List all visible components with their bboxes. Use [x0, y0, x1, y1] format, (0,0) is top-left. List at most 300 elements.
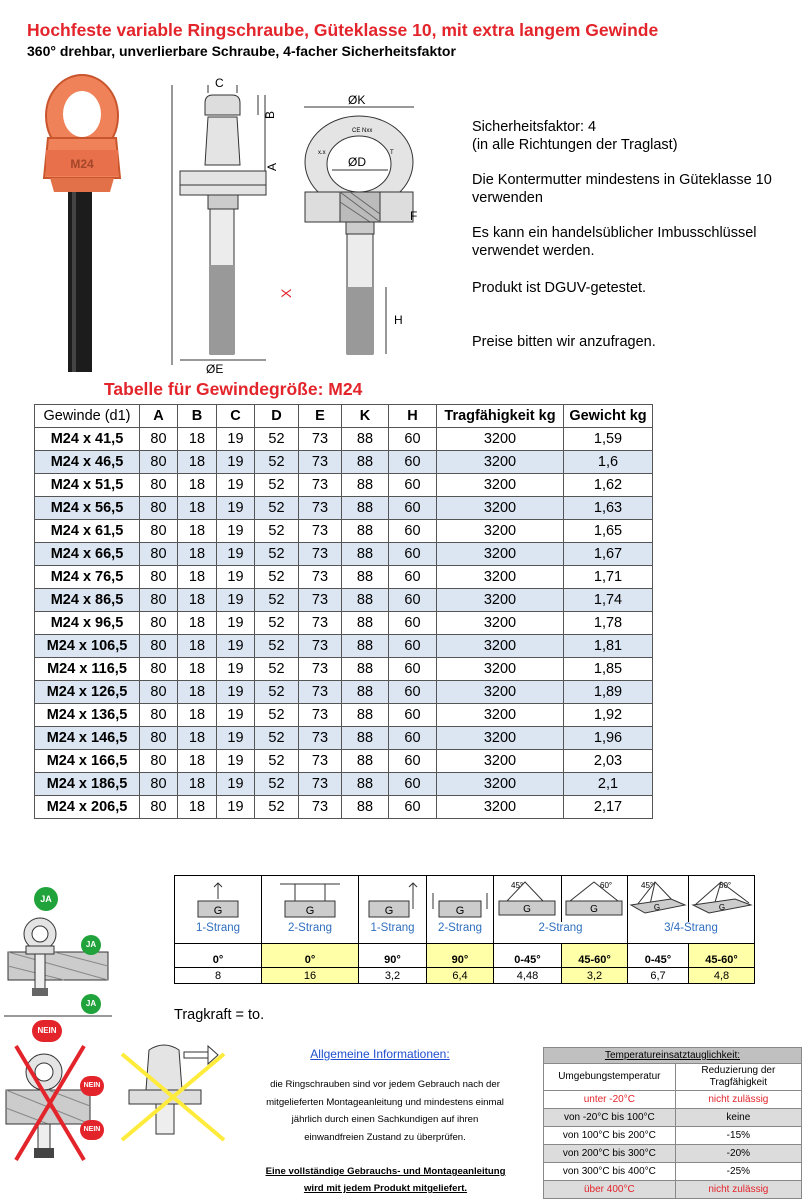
strand-label: 1-Strang: [175, 922, 262, 944]
info-footer-line: Eine vollständige Gebrauchs- und Montageanleitung: [265, 1166, 506, 1177]
eyebolt-top-mark: CE Nxx: [352, 128, 373, 134]
badge-ja: JA: [34, 887, 58, 911]
table-cell: 18: [178, 543, 217, 566]
table-cell: 73: [299, 750, 342, 773]
table-cell: 1,71: [564, 566, 653, 589]
table-cell: 52: [255, 773, 299, 796]
table-cell: 73: [299, 543, 342, 566]
table-cell: 19: [217, 451, 255, 474]
table-cell: 1,74: [564, 589, 653, 612]
header-cell: Gewicht kg: [564, 405, 653, 428]
table-cell: 80: [140, 750, 178, 773]
thread-size-cell: M24 x 136,5: [35, 704, 140, 727]
eyebolt-size-mark: M24: [70, 157, 94, 171]
temperature-range-cell: unter -20°C: [544, 1091, 676, 1109]
table-cell: 19: [217, 520, 255, 543]
table-cell: 88: [342, 612, 389, 635]
table-cell: 1,81: [564, 635, 653, 658]
eyebolt-lot-mark: T: [390, 150, 394, 156]
table-cell: 60: [389, 451, 437, 474]
table-cell: 19: [217, 428, 255, 451]
table-cell: 88: [342, 589, 389, 612]
page-title: Hochfeste variable Ringschraube, Güteklasse 10, mit extra langem Gewinde: [27, 20, 659, 40]
table-cell: 3200: [437, 589, 564, 612]
table-cell: 80: [140, 474, 178, 497]
thread-size-cell: M24 x 41,5: [35, 428, 140, 451]
table-cell: 18: [178, 681, 217, 704]
table-cell: 18: [178, 428, 217, 451]
table-cell: 19: [217, 704, 255, 727]
table-cell: 73: [299, 704, 342, 727]
table-cell: 73: [299, 681, 342, 704]
thread-size-cell: M24 x 51,5: [35, 474, 140, 497]
table-cell: 1,85: [564, 658, 653, 681]
reduction-cell: -15%: [675, 1127, 801, 1145]
load-icon-1-strand-straight: [175, 876, 262, 923]
table-cell: 3200: [437, 497, 564, 520]
table-cell: 1,65: [564, 520, 653, 543]
table-cell: 88: [342, 658, 389, 681]
table-cell: 3200: [437, 566, 564, 589]
temperature-table: [543, 1047, 802, 1199]
table-cell: 18: [178, 520, 217, 543]
table-cell: 80: [140, 543, 178, 566]
thread-size-cell: M24 x 96,5: [35, 612, 140, 635]
table-cell: 18: [178, 750, 217, 773]
table-cell: 80: [140, 773, 178, 796]
load-icon-3-4-strand-45: [628, 876, 689, 923]
load-value-cell: 3,2: [359, 968, 427, 984]
table-cell: 73: [299, 520, 342, 543]
load-table: [174, 875, 755, 984]
table-row: [35, 681, 653, 704]
angle-cell: 0-45°: [628, 944, 689, 968]
badge-nein: NEIN: [80, 1120, 104, 1140]
load-value-cell: 4,48: [494, 968, 562, 984]
temperature-range-cell: über 400°C: [544, 1181, 676, 1199]
strand-label: 3/4-Strang: [628, 922, 755, 944]
table-cell: 80: [140, 589, 178, 612]
table-cell: 88: [342, 750, 389, 773]
table-cell: 60: [389, 658, 437, 681]
table-cell: 60: [389, 796, 437, 819]
table-cell: 60: [389, 428, 437, 451]
load-value-cell: 3,2: [562, 968, 628, 984]
table-cell: 88: [342, 451, 389, 474]
table-cell: 18: [178, 796, 217, 819]
temperature-range-cell: von 100°C bis 200°C: [544, 1127, 676, 1145]
table-cell: 73: [299, 658, 342, 681]
table-row: [35, 658, 653, 681]
label-e: ØE: [206, 362, 224, 376]
angle-cell: 90°: [427, 944, 494, 968]
svg-text:G: G: [522, 904, 531, 915]
eyebolt-photo: [24, 68, 124, 388]
table-cell: 18: [178, 589, 217, 612]
temperature-row: [544, 1127, 802, 1145]
thread-size-cell: M24 x 166,5: [35, 750, 140, 773]
load-icon-2-strand-60: [562, 876, 628, 923]
table-cell: 19: [217, 497, 255, 520]
table-cell: 1,59: [564, 428, 653, 451]
table-cell: 3200: [437, 750, 564, 773]
table-cell: 80: [140, 796, 178, 819]
table-row: [35, 474, 653, 497]
header-cell: H: [389, 405, 437, 428]
table-cell: 60: [389, 750, 437, 773]
table-cell: 60: [389, 773, 437, 796]
table-row: [35, 451, 653, 474]
table-row: [35, 727, 653, 750]
table-cell: 52: [255, 428, 299, 451]
table-cell: 88: [342, 704, 389, 727]
table-cell: 73: [299, 451, 342, 474]
table-cell: 88: [342, 474, 389, 497]
table-cell: 3200: [437, 543, 564, 566]
table-cell: 80: [140, 727, 178, 750]
table-cell: 60: [389, 474, 437, 497]
table-cell: 60: [389, 520, 437, 543]
reduction-col-header: Reduzierung der Tragfähigkeit: [675, 1064, 801, 1091]
table-cell: 73: [299, 727, 342, 750]
table-row: [35, 704, 653, 727]
reduction-cell: nicht zulässig: [675, 1181, 801, 1199]
angle-cell: 0°: [262, 944, 359, 968]
table-cell: 52: [255, 520, 299, 543]
thread-size-cell: M24 x 126,5: [35, 681, 140, 704]
info-title: Allgemeine Informationen:: [310, 1047, 450, 1061]
label-c: C: [215, 76, 224, 90]
thread-size-cell: M24 x 56,5: [35, 497, 140, 520]
table-cell: 80: [140, 497, 178, 520]
table-cell: 73: [299, 773, 342, 796]
table-cell: 60: [389, 704, 437, 727]
strand-label: 2-Strang: [262, 922, 359, 944]
table-cell: 19: [217, 796, 255, 819]
table-cell: 60: [389, 589, 437, 612]
table-cell: 1,62: [564, 474, 653, 497]
thread-size-cell: M24 x 146,5: [35, 727, 140, 750]
table-row: [35, 543, 653, 566]
svg-text:G: G: [305, 905, 315, 917]
table-cell: 80: [140, 612, 178, 635]
table-cell: 52: [255, 543, 299, 566]
reduction-cell: -25%: [675, 1163, 801, 1181]
thread-size-cell: M24 x 206,5: [35, 796, 140, 819]
table-cell: 52: [255, 796, 299, 819]
temperature-title: Temperatureinsatztauglichkeit:: [544, 1048, 802, 1064]
table-cell: 3200: [437, 635, 564, 658]
note-locknut: Die Kontermutter mindestens in Güteklasse 10 verwenden: [472, 172, 772, 206]
table-cell: 60: [389, 681, 437, 704]
table-cell: 18: [178, 497, 217, 520]
table-cell: 52: [255, 474, 299, 497]
load-value-cell: 4,8: [689, 968, 755, 984]
svg-text:G: G: [718, 903, 725, 912]
usage-wrong-illustration: [4, 1030, 239, 1195]
table-cell: 2,17: [564, 796, 653, 819]
table-cell: 73: [299, 428, 342, 451]
table-cell: 88: [342, 681, 389, 704]
header-cell: E: [299, 405, 342, 428]
table-cell: 52: [255, 704, 299, 727]
svg-text:45°: 45°: [510, 881, 523, 890]
side-view-drawing: [160, 75, 294, 376]
table-cell: 19: [217, 474, 255, 497]
header-cell: K: [342, 405, 389, 428]
load-value-cell: 6,4: [427, 968, 494, 984]
table-row: [35, 566, 653, 589]
info-footer-line: wird mit jedem Produkt mitgeliefert.: [303, 1183, 468, 1194]
table-cell: 52: [255, 750, 299, 773]
svg-text:60°: 60°: [718, 881, 731, 890]
strand-label: 1-Strang: [359, 922, 427, 944]
tragkraft-note: Tragkraft = to.: [174, 1007, 265, 1023]
front-view-drawing: [290, 92, 430, 367]
table-cell: 3200: [437, 658, 564, 681]
label-b: B: [263, 110, 277, 119]
table-cell: 18: [178, 773, 217, 796]
table-cell: 3200: [437, 727, 564, 750]
thread-size-cell: M24 x 86,5: [35, 589, 140, 612]
table-cell: 52: [255, 497, 299, 520]
angle-cell: 45-60°: [562, 944, 628, 968]
table-row: [35, 773, 653, 796]
table-cell: 1,67: [564, 543, 653, 566]
table-cell: 73: [299, 612, 342, 635]
table-cell: 3200: [437, 773, 564, 796]
temperature-row: [544, 1163, 802, 1181]
info-body: [240, 1076, 530, 1146]
table-cell: 60: [389, 497, 437, 520]
thread-size-cell: M24 x 76,5: [35, 566, 140, 589]
reduction-cell: keine: [675, 1109, 801, 1127]
table-cell: 19: [217, 612, 255, 635]
load-icon-2-strand-45: [494, 876, 562, 923]
table-cell: 88: [342, 727, 389, 750]
table-cell: 73: [299, 497, 342, 520]
table-cell: 2,1: [564, 773, 653, 796]
strand-label: 2-Strang: [494, 922, 628, 944]
table-row: [35, 589, 653, 612]
table-cell: 18: [178, 727, 217, 750]
table-cell: 3200: [437, 612, 564, 635]
table-cell: 80: [140, 566, 178, 589]
svg-text:60°: 60°: [599, 881, 612, 890]
load-value-cell: 16: [262, 968, 359, 984]
table-cell: 80: [140, 428, 178, 451]
note-allen-key: Es kann ein handelsüblicher Imbusschlüssel verwendet werden.: [472, 225, 757, 259]
header-cell: Tragfähigkeit kg: [437, 405, 564, 428]
load-icon-2-strand-side: [427, 876, 494, 923]
table-cell: 18: [178, 658, 217, 681]
table-cell: 60: [389, 612, 437, 635]
table-row: [35, 428, 653, 451]
table-cell: 1,96: [564, 727, 653, 750]
table-cell: 60: [389, 566, 437, 589]
table-cell: 3200: [437, 451, 564, 474]
table-cell: 1,92: [564, 704, 653, 727]
svg-text:G: G: [213, 905, 223, 917]
load-icon-3-4-strand-60: [689, 876, 755, 923]
badge-ja: JA: [81, 994, 101, 1014]
load-icon-1-strand-side: [359, 876, 427, 923]
table-cell: 52: [255, 566, 299, 589]
info-line: mitgelieferten Montageanleitung und mindestens einmal: [266, 1096, 504, 1108]
temperature-col-header: Umgebungstemperatur: [544, 1064, 676, 1091]
table-cell: 88: [342, 635, 389, 658]
table-cell: 1,78: [564, 612, 653, 635]
info-footer: [238, 1163, 533, 1197]
table-cell: 19: [217, 750, 255, 773]
table-cell: 3200: [437, 681, 564, 704]
load-value-cell: 6,7: [628, 968, 689, 984]
table-cell: 88: [342, 497, 389, 520]
table-cell: 3200: [437, 474, 564, 497]
table-cell: 88: [342, 428, 389, 451]
thread-size-cell: M24 x 106,5: [35, 635, 140, 658]
svg-text:G: G: [653, 903, 661, 912]
table-cell: 80: [140, 704, 178, 727]
table-cell: 19: [217, 543, 255, 566]
temperature-range-cell: von 300°C bis 400°C: [544, 1163, 676, 1181]
thread-size-cell: M24 x 66,5: [35, 543, 140, 566]
note-safety-factor: Sicherheitsfaktor: 4 (in alle Richtungen der Traglast): [472, 119, 678, 153]
table-row: [35, 635, 653, 658]
table-cell: 2,03: [564, 750, 653, 773]
table-cell: 88: [342, 520, 389, 543]
table-cell: 3200: [437, 796, 564, 819]
angle-cell: 0°: [175, 944, 262, 968]
table-cell: 19: [217, 658, 255, 681]
table-cell: 1,63: [564, 497, 653, 520]
thread-size-cell: M24 x 61,5: [35, 520, 140, 543]
table-cell: 88: [342, 566, 389, 589]
load-value-cell: 8: [175, 968, 262, 984]
table-cell: 18: [178, 612, 217, 635]
table-cell: 19: [217, 681, 255, 704]
label-a: A: [265, 162, 279, 171]
header-cell: D: [255, 405, 299, 428]
table-cell: 3200: [437, 520, 564, 543]
badge-ja: JA: [81, 935, 101, 955]
note-dguv: Produkt ist DGUV-getestet.: [472, 280, 647, 296]
table-cell: 1,89: [564, 681, 653, 704]
label-f: F: [410, 209, 418, 223]
label-h: H: [394, 313, 403, 327]
label-x: X: [278, 288, 294, 298]
svg-text:G: G: [589, 904, 598, 915]
table-heading: Tabelle für Gewindegröße: M24: [104, 379, 363, 399]
table-row: [35, 612, 653, 635]
table-cell: 18: [178, 635, 217, 658]
temperature-range-cell: von 200°C bis 300°C: [544, 1145, 676, 1163]
thread-size-cell: M24 x 186,5: [35, 773, 140, 796]
angle-cell: 0-45°: [494, 944, 562, 968]
table-row: [35, 750, 653, 773]
table-cell: 88: [342, 796, 389, 819]
table-cell: 52: [255, 727, 299, 750]
load-icon-2-strand-straight: [262, 876, 359, 923]
table-cell: 18: [178, 704, 217, 727]
table-cell: 52: [255, 589, 299, 612]
svg-text:G: G: [384, 905, 393, 917]
temperature-row: [544, 1091, 802, 1109]
reduction-cell: nicht zulässig: [675, 1091, 801, 1109]
table-cell: 19: [217, 566, 255, 589]
header-cell: A: [140, 405, 178, 428]
angle-cell: 45-60°: [689, 944, 755, 968]
svg-text:G: G: [455, 905, 465, 917]
table-row: [35, 796, 653, 819]
info-line: einwandfreien Zustand zu überprüfen.: [304, 1131, 466, 1143]
table-cell: 52: [255, 681, 299, 704]
table-cell: 80: [140, 520, 178, 543]
table-cell: 18: [178, 474, 217, 497]
table-cell: 80: [140, 451, 178, 474]
table-cell: 60: [389, 727, 437, 750]
page-subtitle: 360° drehbar, unverlierbare Schraube, 4-facher Sicherheitsfaktor: [27, 43, 456, 59]
table-cell: 73: [299, 474, 342, 497]
badge-nein: NEIN: [80, 1076, 104, 1096]
table-cell: 3200: [437, 428, 564, 451]
label-k: ØK: [348, 93, 366, 107]
thread-size-cell: M24 x 46,5: [35, 451, 140, 474]
table-cell: 18: [178, 451, 217, 474]
note-prices: Preise bitten wir anzufragen.: [472, 334, 656, 350]
header-cell: Gewinde (d1): [35, 405, 140, 428]
svg-text:45°: 45°: [641, 881, 654, 890]
table-cell: 52: [255, 635, 299, 658]
header-cell: C: [217, 405, 255, 428]
table-cell: 52: [255, 451, 299, 474]
table-cell: 1,6: [564, 451, 653, 474]
header-cell: B: [178, 405, 217, 428]
table-cell: 88: [342, 773, 389, 796]
table-row: [35, 520, 653, 543]
table-cell: 19: [217, 589, 255, 612]
table-cell: 18: [178, 566, 217, 589]
table-cell: 3200: [437, 704, 564, 727]
table-cell: 60: [389, 543, 437, 566]
table-cell: 73: [299, 566, 342, 589]
table-cell: 19: [217, 727, 255, 750]
table-cell: 80: [140, 681, 178, 704]
table-cell: 73: [299, 589, 342, 612]
label-d: ØD: [348, 155, 366, 169]
table-cell: 52: [255, 658, 299, 681]
strand-label: 2-Strang: [427, 922, 494, 944]
table-row: [35, 497, 653, 520]
table-cell: 73: [299, 796, 342, 819]
spec-header-row: [35, 405, 653, 428]
eyebolt-code-mark: x.x: [318, 150, 326, 156]
table-cell: 19: [217, 773, 255, 796]
temperature-row: [544, 1145, 802, 1163]
spec-table: [34, 404, 653, 819]
temperature-range-cell: von -20°C bis 100°C: [544, 1109, 676, 1127]
table-cell: 60: [389, 635, 437, 658]
table-cell: 88: [342, 543, 389, 566]
table-cell: 80: [140, 635, 178, 658]
table-cell: 80: [140, 658, 178, 681]
reduction-cell: -20%: [675, 1145, 801, 1163]
info-line: die Ringschrauben sind vor jedem Gebrauch nach der: [270, 1079, 500, 1090]
info-line: jährlich durch einen Sachkundigen auf ihren: [291, 1114, 479, 1125]
table-cell: 73: [299, 635, 342, 658]
angle-cell: 90°: [359, 944, 427, 968]
table-cell: 52: [255, 612, 299, 635]
